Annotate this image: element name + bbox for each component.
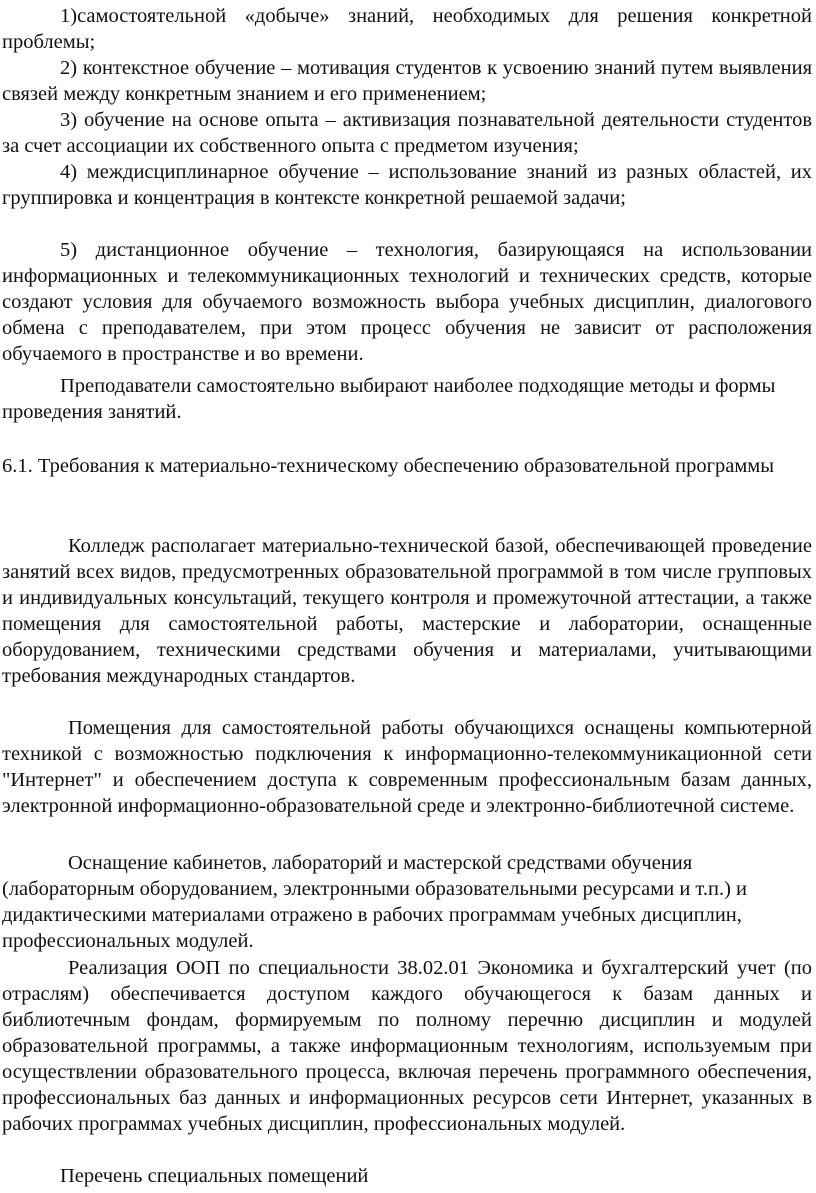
list-number: 3) [60, 109, 78, 131]
list-item-3 [2, 107, 812, 159]
list-item-2 [2, 55, 812, 107]
list-number: 4) [60, 161, 78, 183]
section-heading [2, 453, 812, 479]
paragraph-cabinet-equipment: Оснащение кабинетов, лабораторий и мастерской средствами обучения (лабораторным оборудованием, электронными образовательными ресурсами и т.п.) и дидактическими материалами отражено в рабочих программам учебных дисциплин, профессиональных модулей. [2, 852, 747, 952]
list-number: 5) [60, 239, 78, 261]
list-item-4 [2, 159, 812, 211]
list-item-5 [2, 237, 812, 367]
teachers-paragraph: Преподаватели самостоятельно выбирают наиболее подходящие методы и формы проведения занятий. [2, 375, 776, 423]
paragraph-equipment: Колледж располагает материально-технической базой, обеспечивающей проведение занятий всех видов, предусмотренных образовательной программой в том числе групповых и индивидуальных консультаций, текущего контроля и промежуточной аттестации, а также помещения для самостоятельной работы, мастерские и лаборатории, оснащенные оборудованием, техническими средствами обучения и материалами, учитывающими требования международных стандартов. [2, 535, 812, 687]
list-text: обучение на основе опыта – активизация познавательной деятельности студентов за счет ассоциации их собственного опыта с предметом изучения; [2, 109, 813, 157]
list-text: дистанционное обучение – технология, базирующаяся на использовании информационных и телекоммуникационных технологий и технических средств, которые создают условия для обучаемого возможность выбора учебных дисциплин, диалогового обмена с преподавателем, при этом процесс обучения не зависит от расположения обучаемого в пространстве и во времени. [2, 239, 813, 365]
list-text: междисциплинарное обучение – использование знаний из разных областей, их группировка и концентрация в контексте конкретной решаемой задачи; [2, 161, 812, 209]
list-number: 2) [60, 57, 78, 79]
section-number: 6.1. [2, 455, 33, 477]
list-text: самостоятельной «добыче» знаний, необходимых для решения конкретной проблемы; [2, 5, 812, 53]
special-rooms-list-title: Перечень специальных помещений [60, 1165, 369, 1187]
list-item-1 [2, 3, 812, 55]
paragraph-oop-implementation: Реализация ООП по специальности 38.02.01 Экономика и бухгалтерский учет (по отраслям) обеспечивается доступом каждого обучающегося к базам данных и библиотечным фондам, формируемым по полному перечню дисциплин и модулей образовательной программы, а также информационным технологиям, используемым при осуществлении образовательного процесса, включая перечень программного обеспечения, профессиональных баз данных и информационных ресурсов сети Интернет, указанных в рабочих программах учебных дисциплин, профессиональных модулей. [2, 957, 812, 1135]
list-number: 1) [60, 5, 78, 27]
section-title: Требования к материально-техническому обеспечению образовательной программы [37, 455, 775, 477]
paragraph-self-study-rooms: Помещения для самостоятельной работы обучающихся оснащены компьютерной техникой с возможностью подключения к информационно-телекоммуникационной сети "Интернет" и обеспечением доступа к современным профессиональным базам данных, электронной информационно-образовательной среде и электронно-библиотечной системе. [2, 717, 812, 817]
list-text: контекстное обучение – мотивация студентов к усвоению знаний путем выявления связей между конкретным знанием и его применением; [2, 57, 812, 105]
